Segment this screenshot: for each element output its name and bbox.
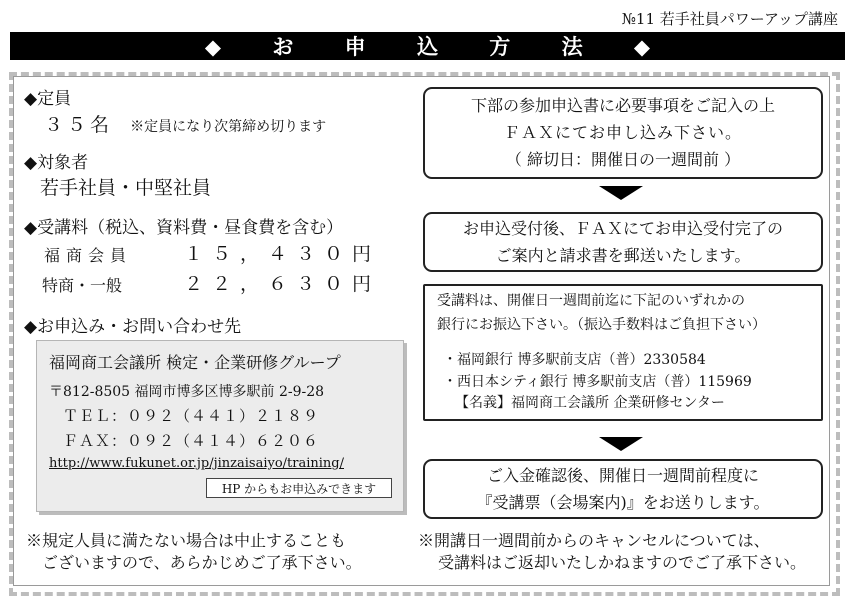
step-3-box [423,284,823,421]
capacity-value: ３５名 [44,114,114,136]
step-1-box [423,87,823,179]
down-arrow-icon [599,186,643,200]
capacity-note: ※定員になり次第締め切ります [130,119,327,135]
course-number: №11 若手社員パワーアップ講座 [621,10,838,28]
step-2-line-1: お申込受付後、ＦＡＸにてお申込受付完了の [462,219,783,238]
step-2-line-2: ご案内と請求書を郵送いたします。 [495,246,751,265]
account-holder: 【名義】福岡商工会議所 企業研修センター [455,395,725,411]
step-2-box [423,212,823,272]
refund-notice-line-1: ※開講日一週間前からのキャンセルについては、 [418,531,770,550]
step-4-line-1: ご入金確認後、開催日一週間前程度に [486,466,759,485]
bank-account-2: ・西日本シティ銀行 博多駅前支店（普）115969 [443,374,752,390]
general-fee-value: ２２，６３０円 [184,273,381,295]
contact-org: 福岡商工会議所 検定・企業研修グループ [49,353,341,372]
target-value: 若手社員・中堅社員 [40,177,212,199]
down-arrow-icon [599,437,643,451]
step-4-box [423,459,823,519]
contact-tel: ＴＥＬ：０９２（４４１）２１８９ [63,407,320,425]
target-heading: ◆対象者 [24,153,89,173]
bank-account-1: ・福岡銀行 博多駅前支店（普）2330584 [443,352,706,368]
contact-address: 〒812-8505 福岡市博多区博多駅前 2-9-28 [49,384,325,400]
member-fee-label: 福商会員 [44,246,133,265]
page-title [10,32,845,60]
contact-heading: ◆お申込み・お問い合わせ先 [24,317,242,337]
refund-notice-line-2: 受講料はご返却いたしかねますのでご了承下さい。 [438,553,807,572]
member-fee-value: １５，４３０円 [184,243,381,265]
step-4-line-2: 『受講票（会場案内)』をお送りします。 [476,493,770,512]
capacity-row [44,110,326,137]
cancellation-notice-line-1: ※規定人員に満たない場合は中止することも [26,531,347,550]
step-1-line-2: ＦＡＸにてお申し込み下さい。 [503,123,742,142]
contact-fax: ＦＡＸ：０９２（４１４）６２０６ [63,432,320,450]
step-1-line-1: 下部の参加申込書に必要事項をご記入の上 [470,96,775,115]
cancellation-notice-line-2: ございますので、あらかじめご了承下さい。 [42,553,362,572]
fee-heading: ◆受講料（税込、資料費・昼食費を含む） [24,218,344,238]
step-1-deadline: （ 締切日：開催日の一週間前 ） [505,150,741,169]
page-title-text: ◆ お 申 込 方 法 ◆ [204,34,673,59]
general-fee-label: 特商・一般 [42,276,123,295]
step-3-line-1: 受講料は、開催日一週間前迄に下記のいずれかの [437,293,745,309]
step-3-line-2: 銀行にお振込下さい。（振込手数料はご負担下さい） [437,317,766,333]
hp-apply-note: HP からもお申込みできます [206,478,392,498]
website-link[interactable]: http://www.fukunet.or.jp/jinzaisaiyo/training/ [49,456,344,471]
capacity-heading: ◆定員 [24,89,72,109]
